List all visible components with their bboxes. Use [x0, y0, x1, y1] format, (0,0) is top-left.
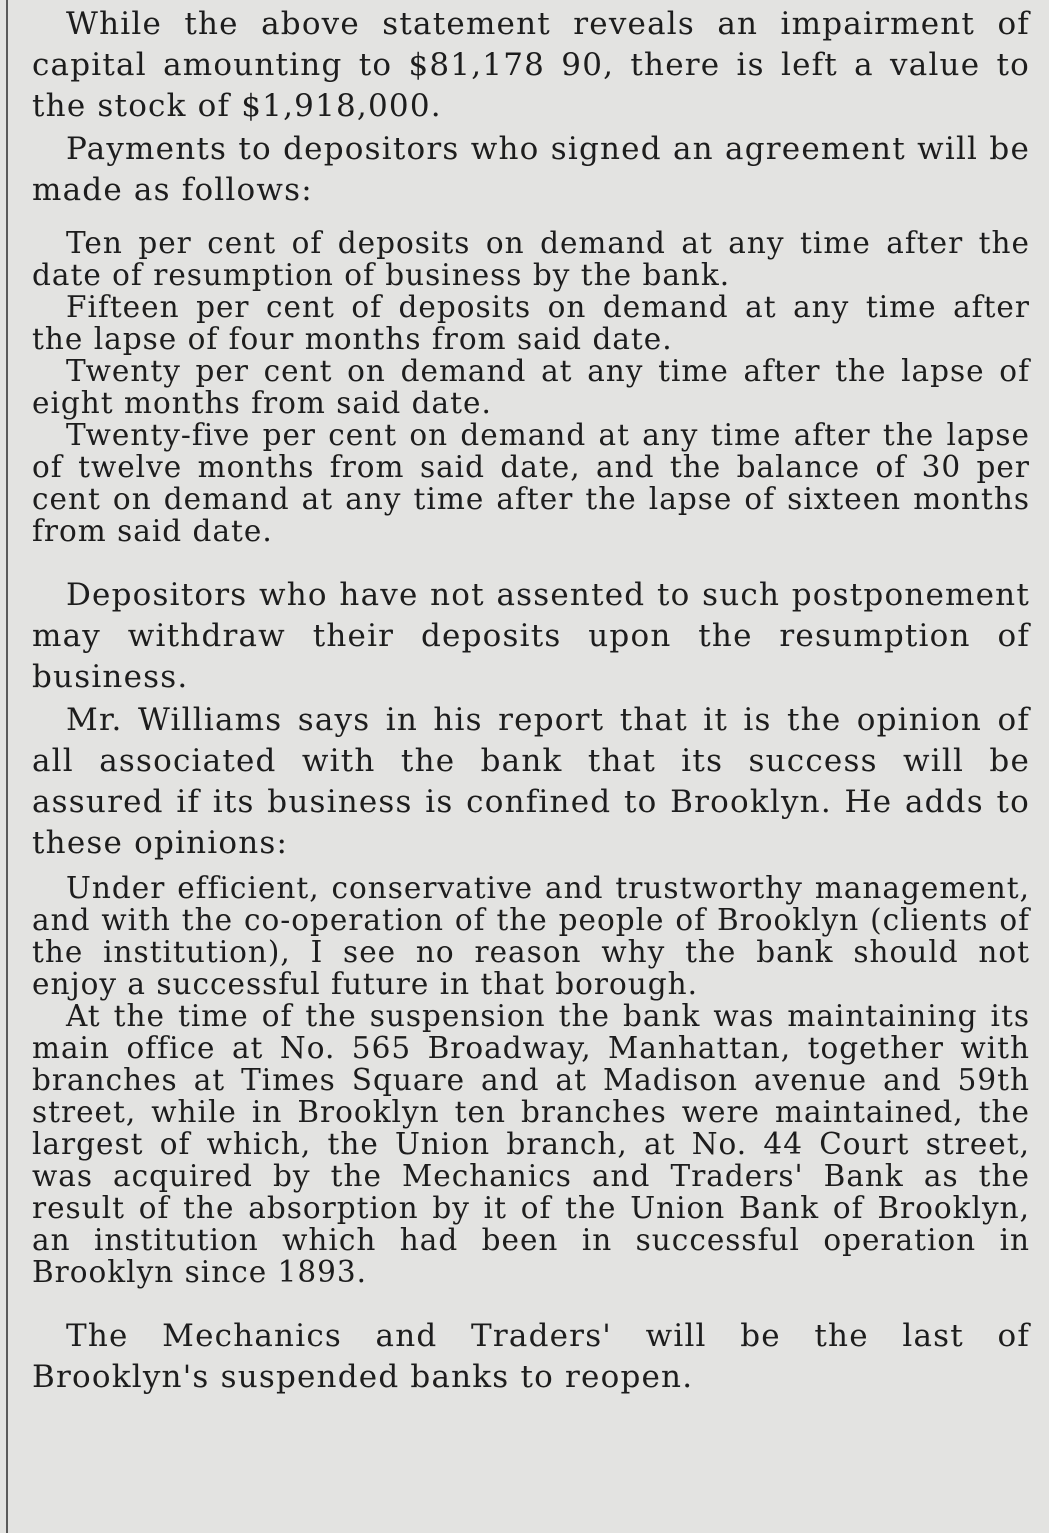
schedule-item: Twenty-five per cent on demand at any time after the lapse of twelve months from said date, and the balance of 30 per cent on demand at any time after the lapse of sixteen months from said date. [32, 418, 1030, 548]
paragraph-payments-intro: Payments to depositors who signed an agreement will be made as follows: [32, 131, 1030, 208]
schedule-item: Ten per cent of deposits on demand at any time after the date of resumption of business by the bank. [32, 226, 1030, 292]
quoted-opinion: Under efficient, conservative and trustworthy management, and with the co-operation of the people of Brooklyn (clients of the institution), I see no reason why the bank should not enjoy a successful future in that borough. [32, 871, 1030, 1001]
schedule-item: Fifteen per cent of deposits on demand at any time after the lapse of four months from said date. [32, 290, 1030, 356]
article-column [32, 4, 1030, 1398]
paragraph-closing: The Mechanics and Traders' will be the last of Brooklyn's suspended banks to reopen. [32, 1318, 1030, 1395]
paragraph-impairment: While the above statement reveals an impairment of capital amounting to $81,178 90, there is left a value to the stock of $1,918,000. [32, 6, 1030, 124]
paragraph-williams-report: Mr. Williams says in his report that it is the opinion of all associated with the bank that its success will be assured if its business is confined to Brooklyn. He adds to these opinions: [32, 702, 1030, 861]
column-rule [6, 0, 8, 1533]
paragraph-depositors: Depositors who have not assented to such postponement may withdraw their deposits upon the resumption of business. [32, 577, 1030, 695]
schedule-item: Twenty per cent on demand at any time after the lapse of eight months from said date. [32, 354, 1030, 420]
quoted-history: At the time of the suspension the bank was maintaining its main office at No. 565 Broadway, Manhattan, together with branches at Times Square and at Madison avenue and 59th street, while in Brooklyn ten branches were maintained, the largest of which, the Union branch, at No. 44 Court street, was acquired by the Mechanics and Traders' Bank as the result of the absorption by it of the Union Bank of Brooklyn, an institution which had been in successful operation in Brooklyn since 1893. [32, 999, 1030, 1289]
